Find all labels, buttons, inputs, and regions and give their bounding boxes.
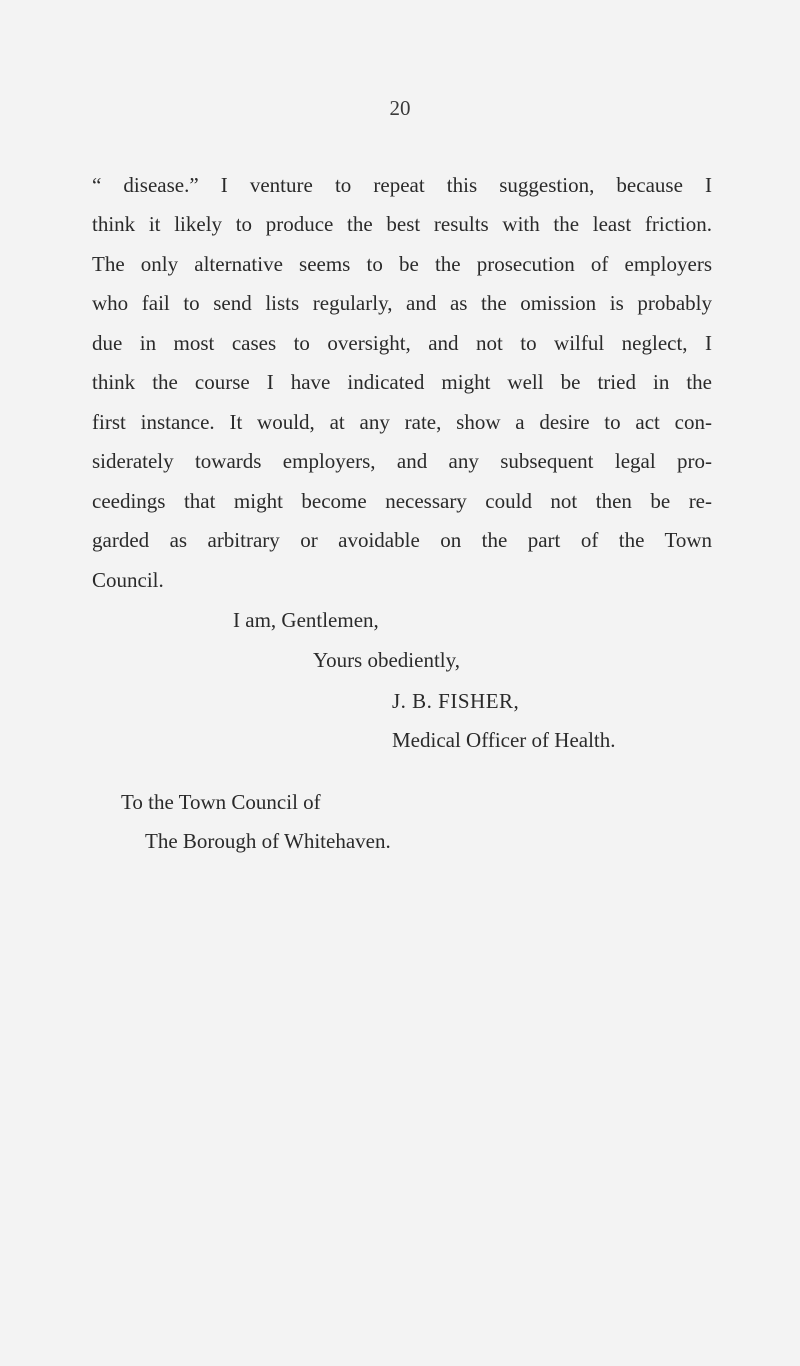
letter-valediction: Yours obediently, bbox=[313, 648, 461, 672]
signature-title: Medical Officer of Health. bbox=[392, 728, 616, 752]
signature-name: J. B. FISHER, bbox=[392, 689, 520, 713]
body-line: garded as arbitrary or avoidable on the part of the Town bbox=[92, 528, 712, 552]
body-line: think the course I have indicated might well be tried in the bbox=[92, 370, 712, 394]
addressee-line: The Borough of Whitehaven. bbox=[145, 829, 391, 853]
body-line: ceedings that might become necessary could not then be re- bbox=[92, 489, 712, 513]
body-line: The only alternative seems to be the prosecution of employers bbox=[92, 252, 712, 276]
body-line: Council. bbox=[92, 568, 164, 592]
body-line: first instance. It would, at any rate, show a desire to act con- bbox=[92, 410, 712, 434]
body-line: think it likely to produce the best results with the least friction. bbox=[92, 212, 712, 236]
body-line: who fail to send lists regularly, and as the omission is probably bbox=[92, 291, 712, 315]
body-line: siderately towards employers, and any subsequent legal pro- bbox=[92, 449, 712, 473]
body-line: due in most cases to oversight, and not to wilful neglect, I bbox=[92, 331, 712, 355]
letter-closing: I am, Gentlemen, bbox=[233, 608, 379, 632]
page-number: 20 bbox=[389, 96, 411, 120]
body-line: “ disease.” I venture to repeat this suggestion, because I bbox=[92, 173, 712, 197]
addressee-line: To the Town Council of bbox=[121, 790, 321, 814]
